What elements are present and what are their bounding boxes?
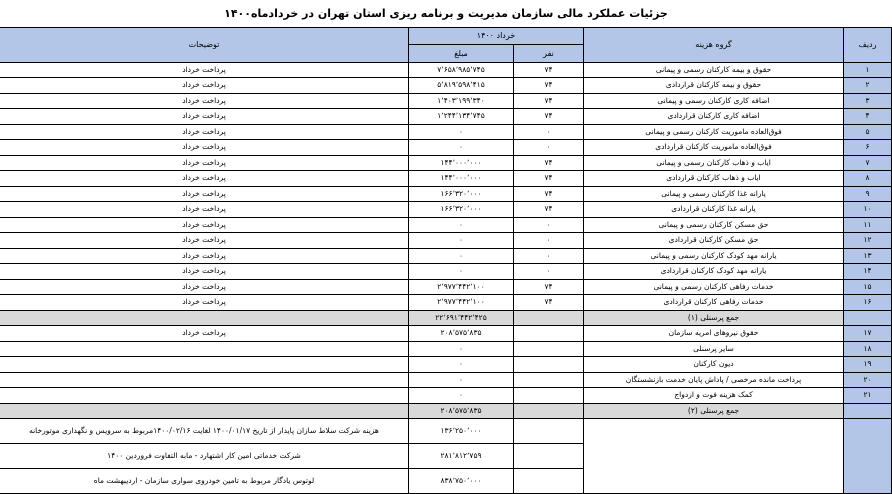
cell-radif: ۱۱: [844, 217, 892, 233]
cell-count: ۷۴: [514, 171, 584, 187]
cell-description: [0, 372, 409, 388]
cell-expense-group: حقوق و بیمه کارکنان رسمی و پیمانی: [584, 62, 844, 78]
cell-radif: ۱۸: [844, 341, 892, 357]
cell-expense-group: دیون کارکنان: [584, 357, 844, 373]
cell-amount: ۲۸۱٬۸۱۲٬۷۵۹: [409, 444, 514, 469]
column-header-descriptions: توضیحات: [0, 27, 409, 62]
cell-radif: ۱۶: [844, 295, 892, 311]
cell-radif: ۷: [844, 155, 892, 171]
cell-amount: ۰: [409, 217, 514, 233]
cell-radif: ۲: [844, 78, 892, 94]
cell-radif: ۲۱: [844, 388, 892, 404]
column-header-period: خرداد ۱۴۰۰: [409, 27, 584, 45]
subtotal-description: [0, 403, 409, 419]
cell-amount: ۱٬۲۴۴٬۱۳۴٬۷۴۵: [409, 109, 514, 125]
cell-radif: ۱۲: [844, 233, 892, 249]
cell-count: [514, 469, 584, 494]
cell-radif-empty: [844, 310, 892, 326]
table-row: [0, 155, 892, 171]
subtotal-amount: ۲۰۸٬۵۷۵٬۸۳۵: [409, 403, 514, 419]
table-row: [0, 326, 892, 342]
cell-description: پرداخت خرداد: [0, 78, 409, 94]
cell-count: ۷۴: [514, 186, 584, 202]
cell-radif: ۱: [844, 62, 892, 78]
cell-count: ۷۴: [514, 155, 584, 171]
cell-expense-group: فوق‌العاده ماموریت کارکنان رسمی و پیمانی: [584, 124, 844, 140]
table-row: [0, 202, 892, 218]
cell-count: ۷۴: [514, 62, 584, 78]
cell-amount: ۱۴۴٬۰۰۰٬۰۰۰: [409, 171, 514, 187]
page-title: جزئیات عملکرد مالی سازمان مدیریت و برنامه ریزی استان تهران در خردادماه۱۴۰۰: [224, 7, 668, 20]
cell-description: پرداخت خرداد: [0, 186, 409, 202]
cell-count: ۷۴: [514, 279, 584, 295]
cell-expense-group: خدمات رفاهی کارکنان قراردادی: [584, 295, 844, 311]
cell-amount: ۰: [409, 264, 514, 280]
cell-description: پرداخت خرداد: [0, 217, 409, 233]
cell-expense-group: کمک هزینه فوت و ازدواج: [584, 388, 844, 404]
cell-description: هزینه شرکت سلاط سازان پایدار از تاریخ ۱۴۰۰/۰۱/۱۷ لغایت ۱۴۰۰/۰۲/۱۶مربوط به سرویس و نگهداری موتورخانه: [0, 419, 409, 444]
table-row: [0, 62, 892, 78]
column-header-radif: ردیف: [844, 27, 892, 62]
cell-description: پرداخت خرداد: [0, 248, 409, 264]
cell-expense-group: ایاب و ذهاب کارکنان قراردادی: [584, 171, 844, 187]
cell-description: شرکت خدماتی امین کار اشتهارد - مابه التفاوت فروردین ۱۴۰۰: [0, 444, 409, 469]
cell-amount: ۰: [409, 341, 514, 357]
cell-expense-group: یارانه غذا کارکنان رسمی و پیمانی: [584, 186, 844, 202]
cell-description: پرداخت خرداد: [0, 109, 409, 125]
subtotal-row-personnel-2: [0, 403, 892, 419]
financial-table: [0, 27, 892, 494]
cell-radif: ۱۵: [844, 279, 892, 295]
table-row: [0, 295, 892, 311]
table-row: [0, 248, 892, 264]
table-header: [0, 27, 892, 62]
cell-description: لوتوس یادگار مربوط به تامین خودروی سواری سازمان - اردیبهشت ماه: [0, 469, 409, 494]
cell-expense-group: یارانه غذا کارکنان قراردادی: [584, 202, 844, 218]
cell-radif: ۲۰: [844, 372, 892, 388]
cell-description: پرداخت خرداد: [0, 326, 409, 342]
cell-amount: ۲٬۹۷۷٬۴۴۲٬۱۰۰: [409, 295, 514, 311]
cell-expense-group: ایاب و ذهاب کارکنان رسمی و پیمانی: [584, 155, 844, 171]
cell-count: ۷۴: [514, 109, 584, 125]
cell-description: پرداخت خرداد: [0, 155, 409, 171]
cell-description: پرداخت خرداد: [0, 295, 409, 311]
cell-description: پرداخت خرداد: [0, 279, 409, 295]
cell-expense-group: حقوق نیروهای امریه سازمان: [584, 326, 844, 342]
cell-amount: ۱۶۶٬۳۲۰٬۰۰۰: [409, 202, 514, 218]
cell-count: [514, 388, 584, 404]
cell-count: ۰: [514, 248, 584, 264]
cell-description: [0, 357, 409, 373]
cell-description: [0, 341, 409, 357]
subtotal-count: [514, 310, 584, 326]
table-row: [0, 388, 892, 404]
cell-description: پرداخت خرداد: [0, 202, 409, 218]
cell-expense-group: اضافه کاری کارکنان قراردادی: [584, 109, 844, 125]
table-row: [0, 264, 892, 280]
cell-amount: ۱۶۶٬۳۲۰٬۰۰۰: [409, 186, 514, 202]
cell-amount: ۰: [409, 233, 514, 249]
cell-count: ۷۴: [514, 78, 584, 94]
cell-radif: ۱۰: [844, 202, 892, 218]
table-row: [0, 109, 892, 125]
cell-count: ۰: [514, 124, 584, 140]
cell-count: [514, 372, 584, 388]
subtotal-count: [514, 403, 584, 419]
cell-count: ۷۴: [514, 295, 584, 311]
subtotal-amount: ۲۲٬۶۹۱٬۴۴۲٬۴۲۵: [409, 310, 514, 326]
cell-amount: ۱۳۶٬۲۵۰٬۰۰۰: [409, 419, 514, 444]
cell-count: [514, 419, 584, 444]
cell-amount: ۰: [409, 357, 514, 373]
table-row: [0, 357, 892, 373]
table-row: [0, 279, 892, 295]
cell-description: پرداخت خرداد: [0, 62, 409, 78]
cell-expense-group: حقوق و بیمه کارکنان قراردادی: [584, 78, 844, 94]
cell-amount: ۰: [409, 388, 514, 404]
cell-radif: ۸: [844, 171, 892, 187]
header-row-1: [0, 27, 892, 45]
cell-description: پرداخت خرداد: [0, 93, 409, 109]
table-row: [0, 186, 892, 202]
cell-count: [514, 357, 584, 373]
cell-radif: ۴: [844, 109, 892, 125]
cell-amount: ۵٬۸۱۹٬۵۹۸٬۴۱۵: [409, 78, 514, 94]
cell-radif: ۵: [844, 124, 892, 140]
cell-description: [0, 388, 409, 404]
cell-expense-group: حق مسکن کارکنان قراردادی: [584, 233, 844, 249]
cell-count: [514, 326, 584, 342]
cell-amount: ۷٬۶۵۸٬۹۸۵٬۷۴۵: [409, 62, 514, 78]
cell-count: ۰: [514, 233, 584, 249]
cell-description: پرداخت خرداد: [0, 140, 409, 156]
cell-expense-group: حق مسکن کارکنان رسمی و پیمانی: [584, 217, 844, 233]
cell-count: ۷۴: [514, 93, 584, 109]
subtotal-label: جمع پرسنلی (۲): [584, 403, 844, 419]
table-row: [0, 341, 892, 357]
cell-amount: ۰: [409, 140, 514, 156]
table-row: [0, 93, 892, 109]
table-row: [0, 419, 892, 444]
cell-count: ۷۴: [514, 202, 584, 218]
cell-expense-group: یارانه مهد کودک کارکنان قراردادی: [584, 264, 844, 280]
cell-amount: ۰: [409, 248, 514, 264]
cell-expense-group: خدمات رفاهی کارکنان رسمی و پیمانی: [584, 279, 844, 295]
cell-radif: ۱۳: [844, 248, 892, 264]
column-header-count: نفر: [514, 45, 584, 63]
cell-count: ۰: [514, 217, 584, 233]
cell-expense-group-merged: [584, 419, 844, 494]
cell-count: ۰: [514, 140, 584, 156]
cell-amount: ۰: [409, 372, 514, 388]
cell-expense-group: پرداخت مانده مرخصی / پاداش پایان خدمت بازنشستگان: [584, 372, 844, 388]
cell-description: پرداخت خرداد: [0, 124, 409, 140]
cell-amount: ۱٬۴۰۳٬۱۹۹٬۳۴۰: [409, 93, 514, 109]
cell-amount: ۰: [409, 124, 514, 140]
table-row: [0, 124, 892, 140]
cell-count: [514, 341, 584, 357]
cell-radif: ۱۷: [844, 326, 892, 342]
cell-expense-group: فوق‌العاده ماموریت کارکنان قراردادی: [584, 140, 844, 156]
subtotal-label: جمع پرسنلی (۱): [584, 310, 844, 326]
cell-amount: ۲٬۹۷۷٬۴۴۲٬۱۰۰: [409, 279, 514, 295]
cell-expense-group: سایر پرسنلی: [584, 341, 844, 357]
cell-radif-merged: [844, 419, 892, 494]
cell-count: ۰: [514, 264, 584, 280]
table-row: [0, 372, 892, 388]
table-row: [0, 217, 892, 233]
subtotal-row-personnel-1: [0, 310, 892, 326]
cell-description: پرداخت خرداد: [0, 171, 409, 187]
column-header-expense-group: گروه هزینه: [584, 27, 844, 62]
cell-radif: ۳: [844, 93, 892, 109]
cell-count: [514, 444, 584, 469]
cell-amount: ۲۰۸٬۵۷۵٬۸۳۵: [409, 326, 514, 342]
table-row: [0, 140, 892, 156]
cell-radif: ۶: [844, 140, 892, 156]
subtotal-description: [0, 310, 409, 326]
table-row: [0, 233, 892, 249]
cell-radif: ۱۹: [844, 357, 892, 373]
column-header-amount: مبلغ: [409, 45, 514, 63]
cell-description: پرداخت خرداد: [0, 233, 409, 249]
cell-radif-empty: [844, 403, 892, 419]
cell-expense-group: اضافه کاری کارکنان رسمی و پیمانی: [584, 93, 844, 109]
table-row: [0, 171, 892, 187]
cell-description: پرداخت خرداد: [0, 264, 409, 280]
cell-expense-group: یارانه مهد کودک کارکنان رسمی و پیمانی: [584, 248, 844, 264]
cell-amount: ۸۳۸٬۷۵۰٬۰۰۰: [409, 469, 514, 494]
table-row: [0, 78, 892, 94]
cell-amount: ۱۴۴٬۰۰۰٬۰۰۰: [409, 155, 514, 171]
cell-radif: ۹: [844, 186, 892, 202]
table-body: [0, 62, 892, 494]
cell-radif: ۱۴: [844, 264, 892, 280]
